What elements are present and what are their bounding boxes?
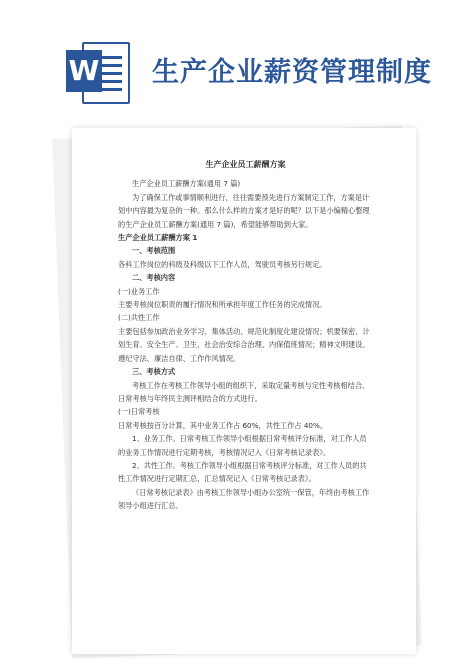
doc-paragraph: (一)日常考核 (118, 407, 160, 417)
doc-paragraph: 生产企业员工薪酬方案(通用 7 篇) (132, 179, 241, 189)
section-heading: 生产企业员工薪酬方案 1 (118, 233, 198, 243)
banner-title: 生产企业薪资管理制度 (152, 57, 432, 88)
doc-paragraph: 各科工作岗位的科级及科级以下工作人员，驾驶员考核另行规定。 (118, 259, 327, 269)
doc-paragraph: (二)共性工作 (118, 313, 160, 323)
section-heading: 一、考核范围 (132, 246, 176, 256)
document-title: 生产企业员工薪酬方案 (205, 160, 286, 169)
doc-paragraph: 主要包括参加政治业务学习、集体活动、规范化制度化建设情况；机要保密、计划生育、安全生产、卫生、社会治安综合治理、内保值班情况；精神文明建设、遵纪守法、廉洁自律、工作作风情况。 (118, 326, 370, 363)
document-content (118, 158, 373, 513)
section-heading: 三、考核方式 (132, 367, 176, 377)
doc-paragraph: 日常考核按百分计算，其中业务工作占 60%，共性工作占 40%。 (118, 420, 328, 430)
word-badge: W (66, 50, 102, 92)
banner (0, 0, 474, 120)
doc-paragraph: 主要考核岗位职责的履行情况和所承担年度工作任务的完成情况。 (118, 300, 327, 310)
doc-paragraph: 《日常考核记录表》由考核工作领导小组办公室统一保管，年终由考核工作领导小组进行汇总。 (118, 487, 370, 511)
doc-paragraph: 考核工作在考核工作领导小组的组织下，采取定量考核与定性考核相结合、日常考核与年终民主测评相结合的方式进行。 (118, 380, 370, 403)
word-document-icon (64, 40, 130, 104)
doc-paragraph: 2、共性工作。考核工作领导小组根据日常考核评分标准，对工作人员的共性工作情况进行定期汇总，汇总情况记入《日常考核记录表》。 (118, 460, 367, 484)
doc-paragraph: 1、业务工作。日常考核工作领导小组根据日常考核评分标准，对工作人员的业务工作情况进行定期考核，考核情况记入《日常考核记录表》。 (118, 434, 367, 457)
doc-paragraph: (一)业务工作 (118, 286, 160, 296)
document-page (72, 128, 416, 654)
doc-paragraph: 为了确保工作或事情顺利进行，往往需要预先进行方案制定工作，方案是计划中内容最为复杂的一种。那么什么样的方案才是好的呢？以下是小编精心整理的生产企业员工薪酬方案(通用 7 篇)，希望能够帮助到大家。 (118, 192, 370, 229)
section-heading: 二、考核内容 (132, 273, 176, 283)
